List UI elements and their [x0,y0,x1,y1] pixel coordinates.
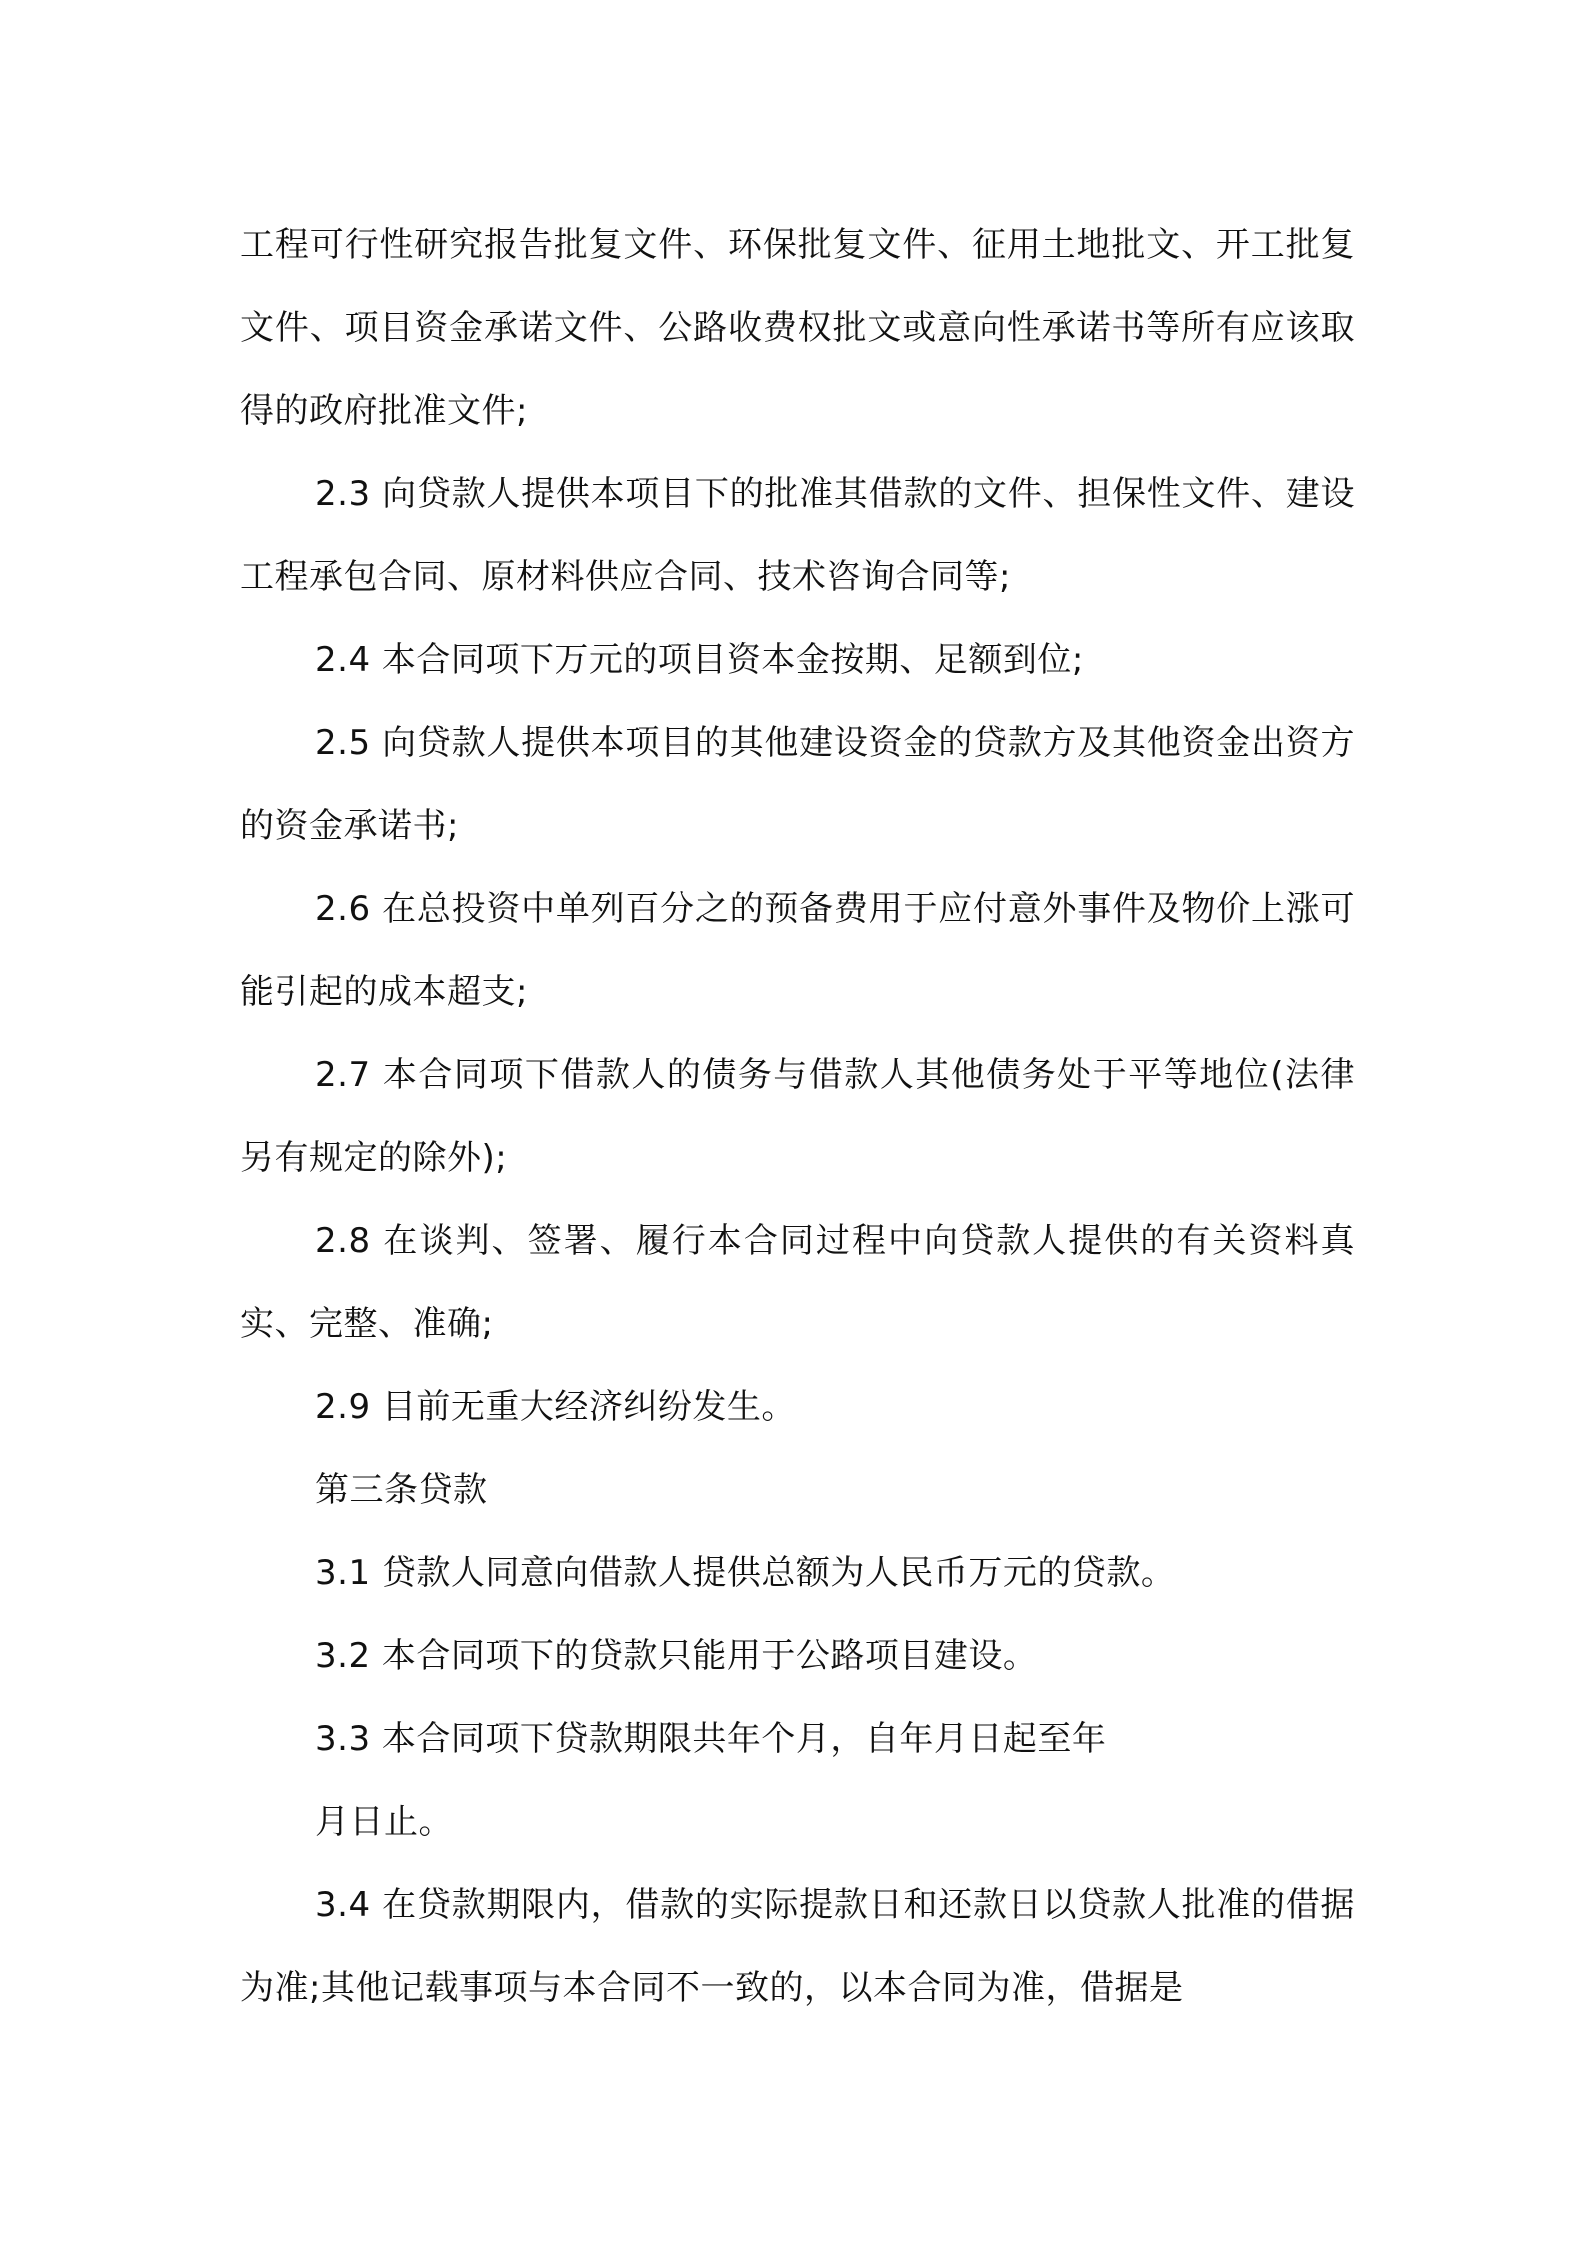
paragraph-2-5: 2.5 向贷款人提供本项目的其他建设资金的贷款方及其他资金出资方的资金承诺书; [240,723,1355,846]
paragraph-2-9: 2.9 目前无重大经济纠纷发生。 [315,1387,796,1427]
section-heading-article-3: 第三条贷款 [315,1470,488,1510]
paragraph-approval-documents: 工程可行性研究报告批复文件、环保批复文件、征用土地批文、开工批复文件、项目资金承诺文件、公路收费权批文或意向性承诺书等所有应该取得的政府批准文件; [240,225,1355,431]
paragraph-2-8: 2.8 在谈判、签署、履行本合同过程中向贷款人提供的有关资料真实、完整、准确; [240,1221,1355,1344]
paragraph-3-4: 3.4 在贷款期限内，借款的实际提款日和还款日以贷款人批准的借据为准;其他记载事项与本合同不一致的，以本合同为准，借据是 [240,1885,1355,2008]
paragraph-2-4: 2.4 本合同项下万元的项目资本金按期、足额到位; [315,640,1084,680]
document-body [240,204,1355,2030]
paragraph-3-3-continued: 月日止。 [315,1802,453,1842]
paragraph-2-6: 2.6 在总投资中单列百分之的预备费用于应付意外事件及物价上涨可能引起的成本超支; [240,889,1355,1012]
paragraph-3-2: 3.2 本合同项下的贷款只能用于公路项目建设。 [315,1636,1038,1676]
paragraph-3-3: 3.3 本合同项下贷款期限共年个月，自年月日起至年 [315,1719,1107,1759]
paragraph-3-1: 3.1 贷款人同意向借款人提供总额为人民币万元的贷款。 [315,1553,1176,1593]
paragraph-2-3: 2.3 向贷款人提供本项目下的批准其借款的文件、担保性文件、建设工程承包合同、原材料供应合同、技术咨询合同等; [240,474,1355,597]
paragraph-2-7: 2.7 本合同项下借款人的债务与借款人其他债务处于平等地位(法律另有规定的除外); [240,1055,1355,1178]
